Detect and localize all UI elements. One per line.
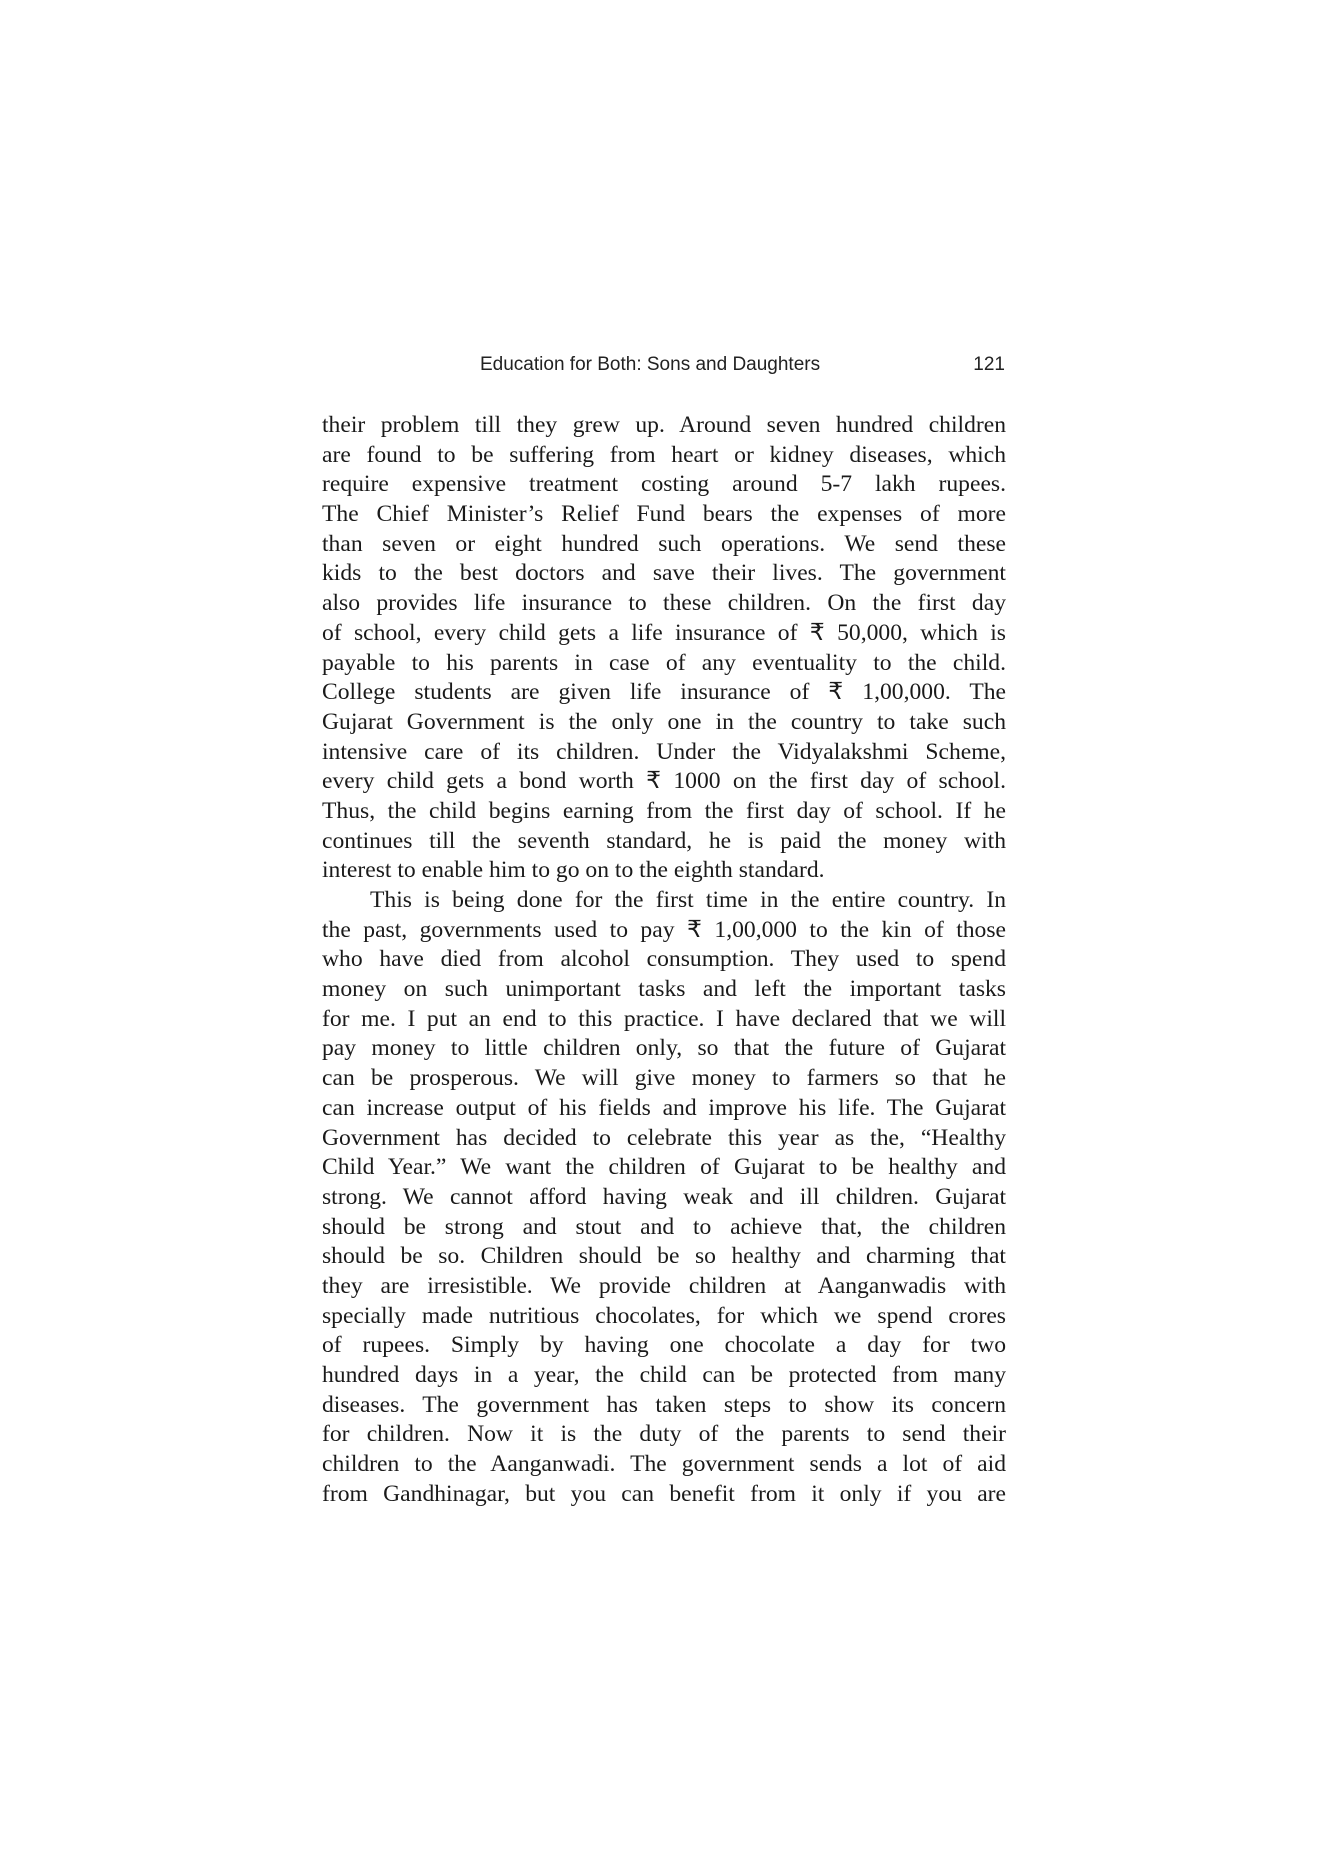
running-header bbox=[322, 352, 1005, 382]
running-title: Education for Both: Sons and Daughters bbox=[480, 354, 821, 375]
text-line: also provides life insurance to these children. On the first day bbox=[322, 590, 1006, 617]
text-line: kids to the best doctors and save their lives. The government bbox=[322, 560, 1006, 587]
text-line: can increase output of his fields and improve his life. The Gujarat bbox=[322, 1094, 1006, 1121]
paragraph-1 bbox=[322, 411, 1006, 886]
text-line: diseases. The government has taken steps to show its concern bbox=[322, 1391, 1006, 1418]
text-line: Government has decided to celebrate this year as the, “Healthy bbox=[322, 1124, 1006, 1151]
text-line: hundred days in a year, the child can be protected from many bbox=[322, 1362, 1006, 1388]
text-line: the past, governments used to pay ₹ 1,00,000 to the kin of those bbox=[322, 916, 1006, 943]
text-line: This is being done for the first time in the entire country. In bbox=[370, 887, 1006, 913]
text-line: children to the Aanganwadi. The government sends a lot of aid bbox=[322, 1451, 1006, 1478]
paragraph-2 bbox=[322, 886, 1006, 1509]
text-line: Child Year.” We want the children of Gujarat to be healthy and bbox=[322, 1154, 1006, 1181]
text-line: should be strong and stout and to achieve that, the children bbox=[322, 1213, 1006, 1240]
text-line: of school, every child gets a life insurance of ₹ 50,000, which is bbox=[322, 619, 1006, 646]
text-line: from Gandhinagar, but you can benefit from it only if you are bbox=[322, 1480, 1006, 1507]
text-line: Gujarat Government is the only one in the country to take such bbox=[322, 708, 1006, 735]
text-line: for me. I put an end to this practice. I have declared that we will bbox=[322, 1005, 1006, 1032]
body-text bbox=[322, 411, 1006, 1509]
text-line: Thus, the child begins earning from the first day of school. If he bbox=[322, 797, 1006, 824]
text-line: they are irresistible. We provide children at Aanganwadis with bbox=[322, 1272, 1006, 1299]
text-line: who have died from alcohol consumption. They used to spend bbox=[322, 946, 1006, 973]
text-line: intensive care of its children. Under the Vidyalakshmi Scheme, bbox=[322, 738, 1006, 765]
text-line: specially made nutritious chocolates, for which we spend crores bbox=[322, 1302, 1006, 1329]
text-line: than seven or eight hundred such operations. We send these bbox=[322, 530, 1006, 557]
text-line: interest to enable him to go on to the eighth standard. bbox=[322, 857, 825, 884]
text-line: require expensive treatment costing around 5-7 lakh rupees. bbox=[322, 471, 1006, 498]
text-line: continues till the seventh standard, he is paid the money with bbox=[322, 827, 1006, 854]
text-line: of rupees. Simply by having one chocolate a day for two bbox=[322, 1332, 1006, 1359]
text-line: strong. We cannot afford having weak and ill children. Gujarat bbox=[322, 1183, 1006, 1210]
text-line: should be so. Children should be so healthy and charming that bbox=[322, 1243, 1006, 1270]
text-line: their problem till they grew up. Around seven hundred children bbox=[322, 412, 1006, 438]
page-number: 121 bbox=[973, 354, 1005, 375]
text-line: payable to his parents in case of any eventuality to the child. bbox=[322, 649, 1006, 676]
text-line: are found to be suffering from heart or kidney diseases, which bbox=[322, 441, 1006, 468]
text-line: pay money to little children only, so that the future of Gujarat bbox=[322, 1035, 1006, 1062]
text-line: for children. Now it is the duty of the parents to send their bbox=[322, 1421, 1006, 1448]
text-line: The Chief Minister’s Relief Fund bears the expenses of more bbox=[322, 501, 1006, 528]
text-line: College students are given life insurance of ₹ 1,00,000. The bbox=[322, 679, 1006, 706]
text-line: every child gets a bond worth ₹ 1000 on the first day of school. bbox=[322, 768, 1006, 795]
text-line: can be prosperous. We will give money to farmers so that he bbox=[322, 1065, 1006, 1092]
text-line: money on such unimportant tasks and left the important tasks bbox=[322, 976, 1006, 1003]
